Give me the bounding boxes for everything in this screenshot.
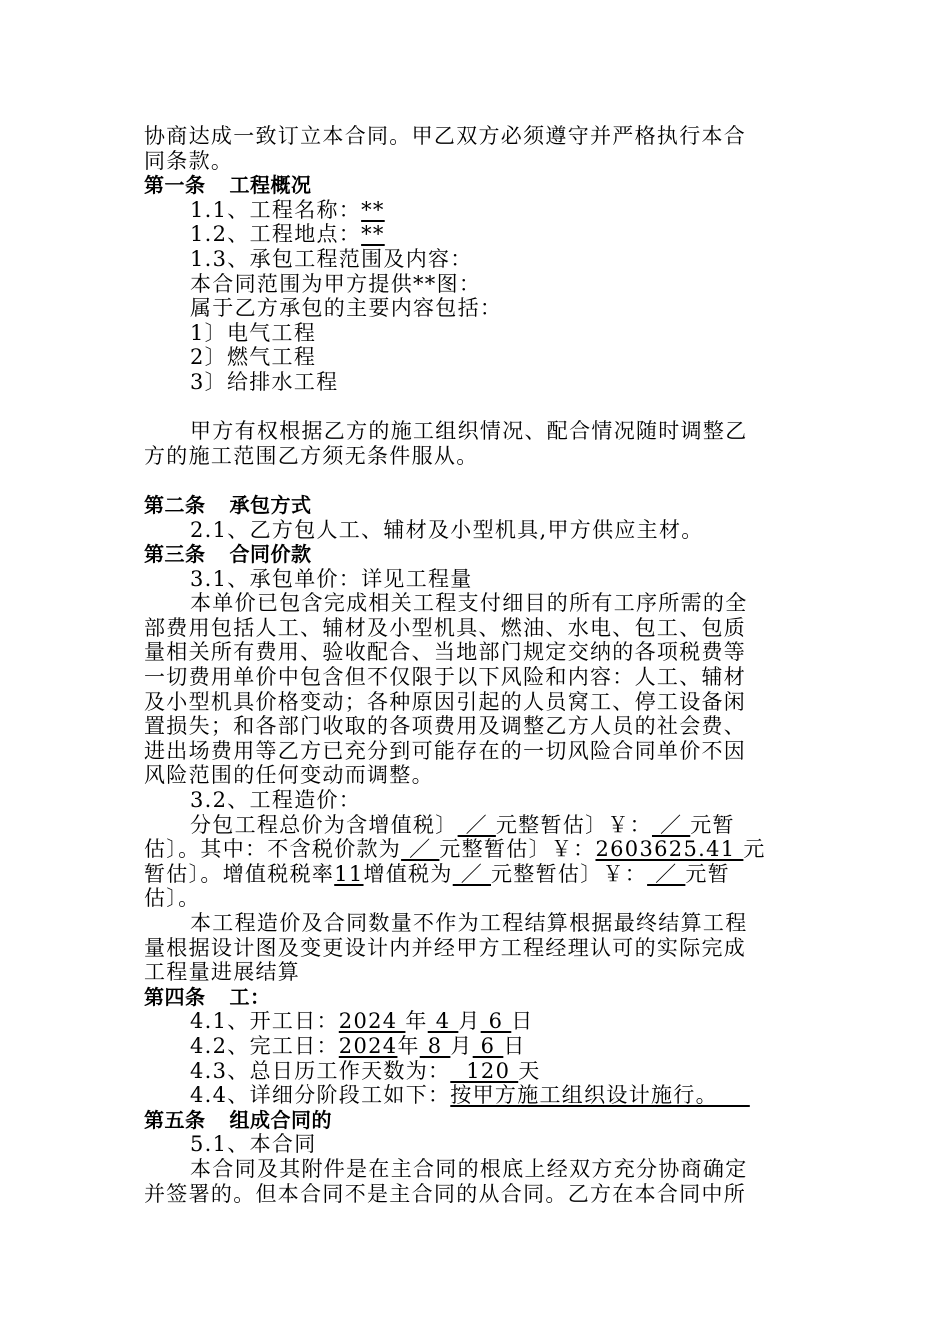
article-2-heading: 第二条 承包方式 bbox=[144, 492, 312, 517]
start-date: 4.1、开工日：2024 年 4 月 6 日 bbox=[190, 1009, 534, 1034]
unit-price-text: 部费用包括人工、辅材及小型机具、燃油、水电、包工、包质 bbox=[144, 615, 747, 640]
article-1-heading: 第一条 工程概况 bbox=[144, 173, 312, 198]
cost-line: 分包工程总价为含增值税〕 ／ 元整暂估〕￥： ／ 元暂 bbox=[190, 812, 735, 837]
unit-price-label: 3.1、承包单价：详见工程量 bbox=[190, 566, 473, 591]
article-3-heading: 第三条 合同价款 bbox=[144, 542, 312, 567]
unit-price-text: 一切费用单价中包含但不仅限于以下风险和内容：人工、辅材 bbox=[144, 665, 747, 690]
unit-price-text: 量相关所有费用、验收配合、当地部门规定交纳的各项税费等 bbox=[144, 640, 747, 665]
end-date: 4.2、完工日：2024年 8 月 6 日 bbox=[190, 1033, 526, 1058]
contract-page bbox=[144, 124, 809, 1206]
cost-line: 暂估〕。增值税税率11增值税为 ／ 元整暂估〕￥： ／ 元暂 bbox=[144, 861, 730, 886]
project-location: 1.2、工程地点：** bbox=[190, 222, 385, 247]
unit-price-text: 进出场费用等乙方已充分到可能存在的一切风险合同单价不因 bbox=[144, 738, 747, 763]
intro-line: 协商达成一致订立本合同。甲乙双方必须遵守并严格执行本合 bbox=[144, 124, 747, 148]
cost-note: 工程量进展结算 bbox=[144, 960, 301, 985]
cost-label: 3.2、工程造价： bbox=[190, 788, 362, 813]
intro-line: 同条款。 bbox=[144, 148, 234, 173]
unit-price-text: 及小型机具价格变动；各种原因引起的人员窝工、停工设备闲 bbox=[144, 689, 747, 714]
article-5-heading: 第五条 组成合同的 bbox=[144, 1107, 332, 1132]
cost-note: 本工程造价及合同数量不作为工程结算根据最终结算工程 bbox=[190, 911, 748, 935]
scope-desc: 本合同范围为甲方提供**图： bbox=[190, 271, 482, 296]
unit-price-text: 置损失；和各部门收取的各项费用及调整乙方人员的社会费、 bbox=[144, 714, 747, 739]
cost-note: 量根据设计图及变更设计内并经甲方工程经理认可的实际完成 bbox=[144, 935, 747, 960]
list-item: 2〕燃气工程 bbox=[190, 345, 317, 370]
adjust-text: 甲方有权根据乙方的施工组织情况、配合情况随时调整乙 bbox=[190, 419, 748, 444]
total-days: 4.3、总日历工作天数为： 120 天 bbox=[190, 1058, 541, 1083]
article-5-text: 本合同及其附件是在主合同的根底上经双方充分协商确定 bbox=[190, 1156, 748, 1181]
unit-price-text: 本单价已包含完成相关工程支付细目的所有工序所需的全 bbox=[190, 591, 748, 616]
article-5-sub: 5.1、本合同 bbox=[190, 1132, 317, 1157]
cost-line: 估〕。其中：不含税价款为 ／ 元整暂估〕￥：2603625.41 元 bbox=[144, 837, 766, 862]
article-4-heading: 第四条 工： bbox=[144, 984, 271, 1009]
contract-mode: 2.1、乙方包人工、辅材及小型机具,甲方供应主材。 bbox=[190, 517, 704, 542]
adjust-text: 方的施工范围乙方须无条件服从。 bbox=[144, 443, 479, 468]
article-5-text: 并签署的。但本合同不是主合同的从合同。乙方在本合同中所 bbox=[144, 1181, 747, 1206]
list-item: 1〕电气工程 bbox=[190, 320, 317, 345]
phase-schedule: 4.4、详细分阶段工如下：按甲方施工组织设计施行。 bbox=[190, 1083, 750, 1108]
project-name: 1.1、工程名称：** bbox=[190, 197, 385, 222]
list-item: 3〕给排水工程 bbox=[190, 369, 339, 394]
unit-price-text: 风险范围的任何变动而调整。 bbox=[144, 763, 434, 788]
items-intro: 属于乙方承包的主要内容包括： bbox=[190, 296, 503, 321]
scope-label: 1.3、承包工程范围及内容： bbox=[190, 246, 473, 271]
cost-line: 估〕。 bbox=[144, 886, 201, 911]
